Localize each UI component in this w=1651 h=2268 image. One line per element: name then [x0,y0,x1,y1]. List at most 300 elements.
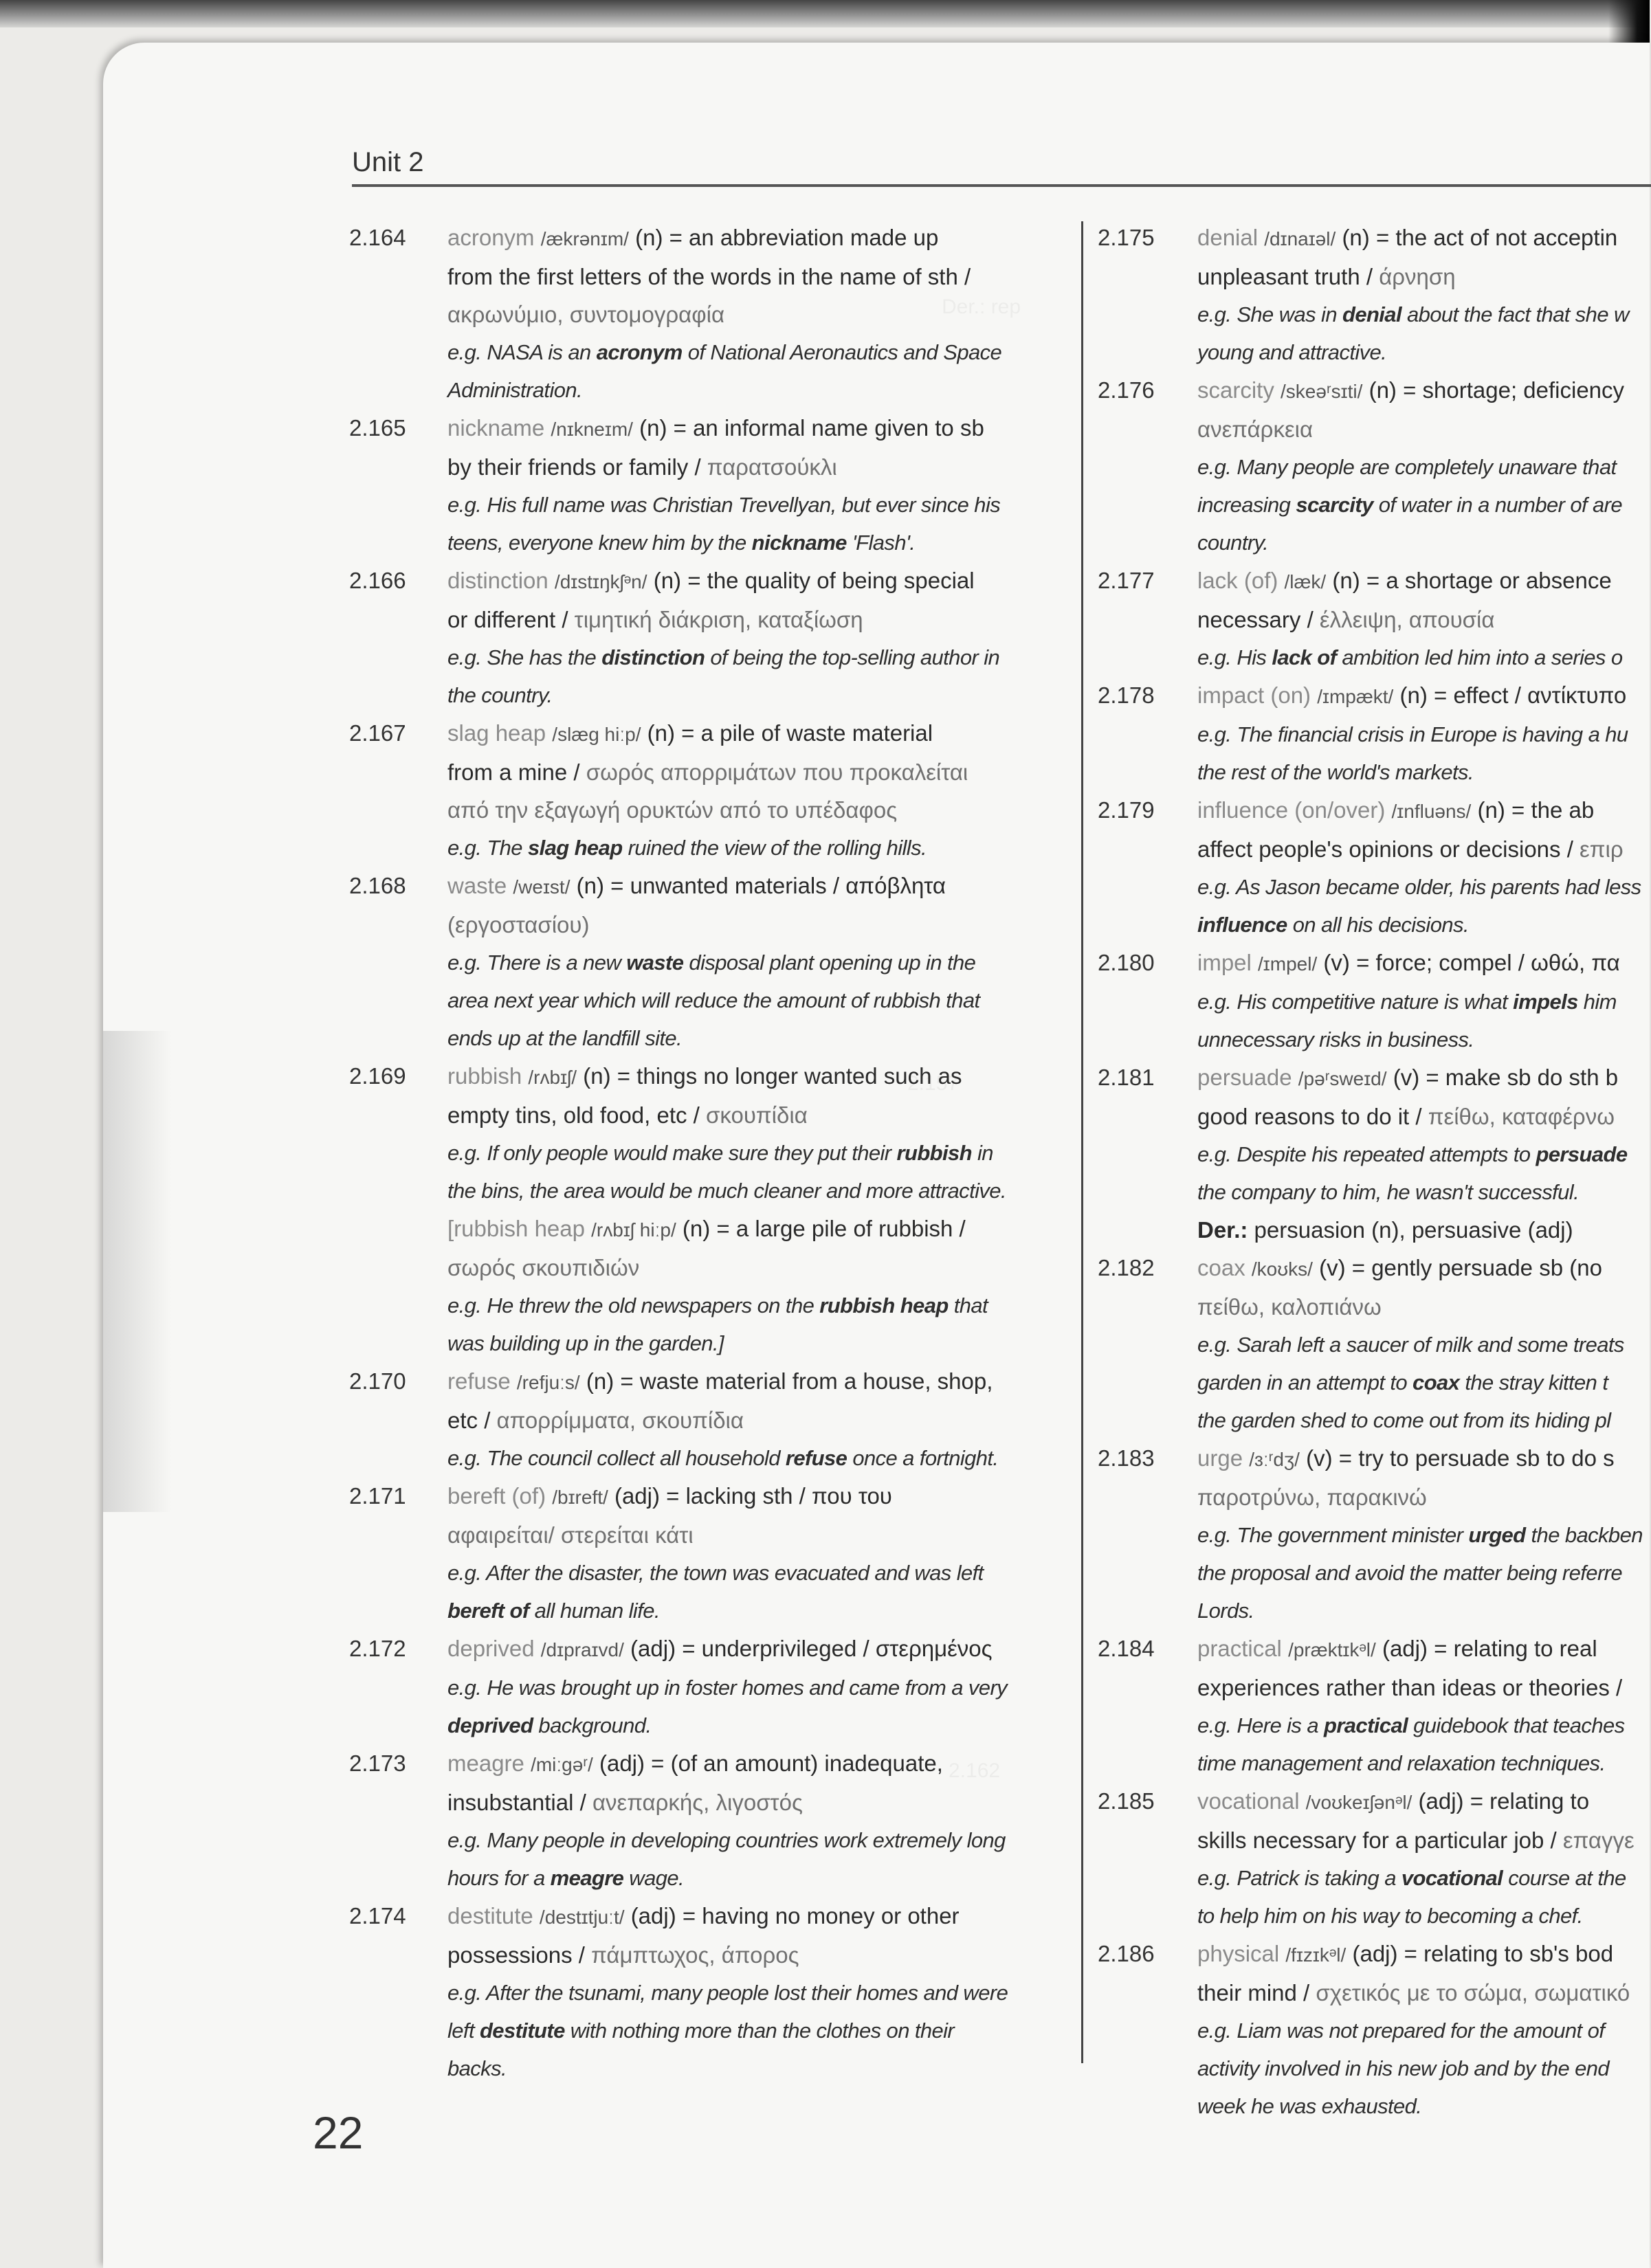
example-text: Administration. [447,378,583,402]
example-text: Lords. [1197,1599,1254,1623]
example-line [447,1859,1057,1897]
definition-line [447,1783,1057,1821]
example-line [1197,983,1650,1021]
example-keyword: bereft of [447,1599,529,1623]
example-text: increasing [1197,493,1296,517]
translation-line [447,1249,1057,1287]
headword: impact (on) [1197,682,1311,708]
page-number: 22 [313,2107,364,2158]
vocab-entry [1098,219,1650,371]
entry-number: 2.168 [349,873,406,898]
vocab-entry [1098,944,1650,1058]
entry-number: 2.182 [1098,1255,1155,1280]
example-keyword: destitute [479,2019,565,2043]
example-line [1197,1021,1650,1058]
example-text: all human life. [529,1599,660,1623]
example-text: left [447,2019,480,2043]
example-keyword: meagre [550,1866,624,1890]
example-text: ends up at the landfill site. [447,1026,683,1050]
example-text: ambition led him into a series o [1336,645,1623,669]
definition-text: (adj) = relating to sb's bod [1352,1941,1614,1966]
vocab-entry [349,1630,1057,1744]
translation-line [1197,1288,1650,1326]
example-line [447,1324,1057,1362]
definition-text: (adj) = relating to [1418,1788,1590,1814]
definition-line [447,601,1057,638]
definition-line [447,562,1057,601]
entry-number: 2.184 [1098,1636,1155,1661]
entry-number: 2.176 [1098,377,1155,403]
example-text: in [972,1141,993,1165]
definition-text: insubstantial / [447,1790,592,1815]
definition-line [1197,1974,1650,2012]
example-line [1197,1744,1650,1782]
example-keyword: vocational [1401,1866,1503,1890]
greek-translation: σωρός σκουπιδιών [447,1255,640,1280]
entry-number: 2.169 [349,1063,406,1089]
vocab-entry [349,714,1057,867]
example-text: the stray kitten t [1459,1370,1608,1394]
example-line [1197,333,1650,371]
example-text: country. [1197,531,1269,555]
vocab-entry [1098,1782,1650,1935]
definition-line [447,219,1057,258]
translation-line [447,906,1057,944]
definition-text: unpleasant truth / [1197,264,1379,289]
example-keyword: slag heap [527,836,623,860]
definition-line [447,1897,1057,1936]
scan-top-shadow [0,0,1650,27]
definition-line [447,258,1057,296]
greek-translation: πάμπτωχος, άπορος [591,1942,799,1968]
example-line [1197,1516,1650,1554]
example-keyword: refuse [785,1446,847,1470]
derivatives-text: persuasion (n), persuasive (adj) [1248,1217,1573,1243]
example-keyword: impels [1513,990,1578,1014]
example-text: e.g. Patrick is taking a [1197,1866,1401,1890]
example-text: e.g. Liam was not prepared for the amount of [1197,2019,1605,2043]
phonetic: /præktɪkᵊl/ [1288,1639,1376,1660]
example-text: area next year which will reduce the amount of rubbish that [447,988,980,1012]
phonetic: /fɪzɪkᵊl/ [1285,1944,1347,1966]
definition-text: etc / [447,1408,497,1433]
definition-text: (n) = shortage; deficiency [1369,377,1625,403]
example-line [1197,1554,1650,1592]
headword: distinction [447,568,549,593]
example-text: e.g. If only people would make sure they put their [447,1141,897,1165]
definition-text: affect people's opinions or decisions / [1197,836,1580,862]
example-line [447,486,1057,524]
example-text: wage. [623,1866,685,1890]
phonetic: /læk/ [1284,571,1327,592]
definition-text: (n) = the ab [1477,797,1595,823]
example-text: the company to him, he wasn't successful. [1197,1180,1580,1204]
vocab-entry [349,1057,1057,1362]
definition-text: (n) = waste material from a house, shop, [586,1368,993,1394]
example-line [1197,1364,1650,1401]
vocab-entry [349,1897,1057,2087]
example-text: hours for a [447,1866,551,1890]
example-text: e.g. The financial crisis in Europe is having a hu [1197,722,1628,746]
phonetic: /dɪstɪŋkʃᵊn/ [554,571,647,592]
example-text: the garden shed to come out from its hiding pl [1197,1408,1611,1432]
example-keyword: lack of [1272,645,1337,669]
example-text: e.g. After the tsunami, many people lost their homes and were [447,1981,1008,2005]
example-line [1197,1859,1650,1897]
greek-translation: ανεπαρκής, λιγοστός [592,1790,803,1815]
example-line [1197,868,1650,906]
definition-text: (adj) = lacking sth / που του [614,1483,892,1509]
entry-number: 2.171 [349,1483,406,1509]
example-text: e.g. His [1197,645,1272,669]
example-text: e.g. His full name was Christian Trevellyan, but ever since his [447,493,1001,517]
example-line [447,1706,1057,1744]
greek-translation: σκουπίδια [706,1102,808,1128]
greek-translation: από την εξαγωγή ορυκτών από το υπέδαφος [447,797,898,823]
page-edge-shade [103,1031,172,1512]
greek-translation: (εργοστασίου) [447,912,590,937]
example-keyword: rubbish [896,1141,972,1165]
definition-line [1197,1098,1650,1135]
definition-text: from the first letters of the words in the name of sth / [447,264,971,289]
example-text: the backben [1525,1523,1643,1547]
example-text: young and attractive. [1197,340,1387,364]
entry-number: 2.165 [349,415,406,441]
entry-number: 2.172 [349,1636,406,1661]
phonetic: /destɪtjuːt/ [539,1906,625,1928]
example-keyword: nickname [751,531,847,555]
vocab-entry [349,1362,1057,1477]
example-line [1197,2087,1650,2125]
vocab-entry [1098,676,1650,791]
greek-translation: πείθω, καλοπιάνω [1197,1294,1382,1320]
entry-number: 2.185 [1098,1788,1155,1814]
greek-translation: ανεπάρκεια [1197,416,1314,442]
example-keyword: practical [1323,1713,1408,1737]
example-keyword: rubbish heap [819,1293,949,1318]
entry-number: 2.179 [1098,797,1155,823]
example-text: of National Aeronautics and Space [682,340,1002,364]
definition-line [447,1057,1057,1096]
vocab-entry [1098,791,1650,944]
definition-line [1197,601,1650,638]
vocab-entry [1098,1249,1650,1439]
example-text: to help him on his way to becoming a chef. [1197,1904,1583,1928]
example-line [447,1554,1057,1592]
greek-translation: παροτρύνω, παρακινώ [1197,1485,1427,1510]
phonetic: /ɪmpækt/ [1317,686,1394,707]
greek-translation: σωρός απορριμάτων που προκαλείται [586,759,968,785]
example-line [447,638,1057,676]
example-text: the proposal and avoid the matter being referre [1197,1561,1623,1585]
definition-line [447,1401,1057,1439]
headword: impel [1197,950,1252,975]
example-text: e.g. The [447,836,528,860]
definition-text: (v) = make sb do sth b [1393,1065,1619,1090]
greek-translation: τιμητική διάκριση, καταξίωση [574,607,863,632]
greek-translation: άρνηση [1379,264,1456,289]
headword: acronym [447,225,535,250]
headword: rubbish [447,1063,522,1089]
definition-line [447,1096,1057,1134]
headword: influence (on/over) [1197,797,1386,823]
definition-text: (v) = gently persuade sb (no [1319,1255,1602,1280]
example-text: week he was exhausted. [1197,2094,1422,2118]
derivatives-label: Der.: [1197,1217,1248,1243]
phonetic: /ɪnfluəns/ [1391,801,1472,822]
phonetic: /miːgəʳ/ [531,1754,593,1775]
definition-line [1197,1439,1650,1478]
definition-line [1197,1058,1650,1098]
example-text: of being the top-selling author in [705,645,1000,669]
example-text: ruined the view of the rolling hills. [622,836,927,860]
definition-line [1197,562,1650,601]
definition-line [447,1477,1057,1516]
greek-translation: επιρ [1580,836,1624,862]
vocab-entry [1098,1058,1650,1249]
example-keyword: distinction [601,645,705,669]
headword: [rubbish heap [447,1216,585,1241]
entry-number: 2.167 [349,720,406,746]
definition-text: (n) = a large pile of rubbish / [682,1216,966,1241]
definition-text: (n) = things no longer wanted such as [583,1063,962,1089]
example-keyword: acronym [596,340,683,364]
vocab-entry [1098,371,1650,562]
example-text: unnecessary risks in business. [1197,1027,1474,1052]
vocab-entry [349,867,1057,1057]
example-text: e.g. NASA is an [447,340,597,364]
definition-text: (n) = effect / αντίκτυπο [1399,682,1627,708]
definition-text: empty tins, old food, etc / [447,1102,707,1128]
vocab-entry [1098,1630,1650,1782]
phonetic: /ækrənɪm/ [540,228,629,249]
example-line [1197,906,1650,944]
headword: meagre [447,1750,524,1776]
example-line [447,1974,1057,2012]
definition-text: (n) = an abbreviation made up [635,225,939,250]
example-line [447,371,1057,409]
example-line [447,1439,1057,1477]
example-line [1197,753,1650,791]
definition-text: or different / [447,607,575,632]
definition-line [447,753,1057,791]
definition-line [1197,791,1650,830]
headword: practical [1197,1636,1282,1661]
example-text: teens, everyone knew him by the [447,531,752,555]
entry-number: 2.173 [349,1750,406,1776]
example-text: garden in an attempt to [1197,1370,1413,1394]
greek-translation: πείθω, καταφέρνω [1428,1104,1615,1129]
definition-line [1197,1821,1650,1859]
entry-number: 2.164 [349,225,406,250]
phonetic: /voʊkeɪʃənᵊl/ [1305,1792,1412,1813]
example-line [447,981,1057,1019]
example-line [447,2049,1057,2087]
example-text: e.g. The council collect all household [447,1446,786,1470]
example-line [1197,1173,1650,1211]
right-column [1098,219,1650,2118]
definition-text: (adj) = (of an amount) inadequate, [599,1750,943,1776]
entry-number: 2.170 [349,1368,406,1394]
definition-line [1197,1669,1650,1706]
example-text: that [948,1293,988,1318]
definition-line [447,1630,1057,1669]
vocab-entry [349,219,1057,409]
entry-number: 2.178 [1098,682,1155,708]
example-line [447,1592,1057,1630]
example-line [447,829,1057,867]
definition-line [447,1210,1057,1249]
example-text: the country. [447,683,553,707]
entry-number: 2.181 [1098,1065,1155,1090]
phonetic: /bɪreft/ [552,1487,608,1508]
example-text: background. [533,1713,652,1737]
definition-line [1197,258,1650,296]
headword: coax [1197,1255,1245,1280]
example-line [1197,448,1650,486]
example-text: once a fortnight. [847,1446,999,1470]
example-line [447,333,1057,371]
definition-line [447,409,1057,448]
example-line [1197,296,1650,333]
phonetic: /dɪpraɪvd/ [540,1639,624,1660]
example-text: e.g. He threw the old newspapers on the [447,1293,820,1318]
example-keyword: urged [1468,1523,1526,1547]
translation-line [447,791,1057,829]
example-text: him [1577,990,1617,1014]
example-text: 'Flash'. [846,531,916,555]
definition-text: (n) = a shortage or absence [1332,568,1612,593]
definition-line [1197,1935,1650,1974]
definition-text: (n) = a pile of waste material [647,720,933,746]
entry-number: 2.177 [1098,568,1155,593]
column-divider [1081,221,1083,2063]
example-text: was building up in the garden.] [447,1331,724,1355]
example-text: e.g. Despite his repeated attempts to [1197,1142,1536,1166]
definition-line [447,714,1057,753]
headword: destitute [447,1903,533,1928]
example-text: the rest of the world's markets. [1197,760,1474,784]
definition-text: their mind / [1197,1980,1316,2005]
phonetic: /refjuːs/ [516,1372,580,1393]
example-line [447,1669,1057,1706]
example-text: e.g. After the disaster, the town was evacuated and was left [447,1561,984,1585]
example-text: e.g. The government minister [1197,1523,1469,1547]
definition-text: (n) = the quality of being special [653,568,975,593]
definition-line [447,867,1057,906]
definition-text: experiences rather than ideas or theories / [1197,1675,1623,1700]
phonetic: /weɪst/ [513,876,570,898]
headword: persuade [1197,1065,1292,1090]
example-line [1197,1706,1650,1744]
definition-text: good reasons to do it / [1197,1104,1428,1129]
definition-text: (adj) = underprivileged / στερημένος [630,1636,993,1661]
example-keyword: scarcity [1296,493,1373,517]
example-text: about the fact that she w [1401,302,1629,326]
headword: urge [1197,1445,1243,1471]
headword: nickname [447,415,545,441]
example-line [447,944,1057,981]
definition-line [447,448,1057,486]
definition-line [1197,1630,1650,1669]
definition-text: (n) = an informal name given to sb [639,415,984,441]
example-line [447,524,1057,562]
definition-line [447,1936,1057,1974]
definition-line [1197,371,1650,410]
headword: deprived [447,1636,535,1661]
greek-translation: ακρωνύμιο, συντομογραφία [447,302,725,327]
example-line [447,1287,1057,1324]
derivatives-line [1197,1211,1650,1249]
definition-text: by their friends or family / [447,454,707,480]
greek-translation: επαγγε [1562,1827,1635,1853]
example-text: e.g. Here is a [1197,1713,1324,1737]
example-text: e.g. His competitive nature is what [1197,990,1514,1014]
heading-rule [352,184,1651,187]
example-line [1197,1592,1650,1630]
example-line [1197,715,1650,753]
vocab-entry [349,1744,1057,1897]
vocab-entry [349,562,1057,714]
phonetic: /ɪmpel/ [1258,953,1318,975]
example-line [1197,1897,1650,1935]
definition-text: skills necessary for a particular job / [1197,1827,1563,1853]
example-text: e.g. He was brought up in foster homes and came from a very [447,1676,1008,1700]
translation-line [1197,1478,1650,1516]
example-text: e.g. She was in [1197,302,1342,326]
example-line [1197,1135,1650,1173]
definition-line [447,1362,1057,1401]
headword: refuse [447,1368,511,1394]
example-text: on all his decisions. [1287,913,1469,937]
definition-text: necessary / [1197,607,1320,632]
example-line [1197,2049,1650,2087]
example-line [447,1172,1057,1210]
headword: scarcity [1197,377,1274,403]
definition-text: (adj) = having no money or other [630,1903,960,1928]
entry-number: 2.183 [1098,1445,1155,1471]
definition-text: (n) = unwanted materials / απόβλητα [576,873,946,898]
greek-translation: παρατσούκλι [707,454,837,480]
example-keyword: persuade [1536,1142,1628,1166]
definition-text: (n) = the act of not acceptin [1342,225,1618,250]
example-line [1197,1326,1650,1364]
greek-translation: αφαιρείται/ στερείται κάτι [447,1522,694,1548]
example-text: of water in a number of are [1373,493,1623,517]
phonetic: /slæg hiːp/ [552,724,641,745]
definition-line [1197,944,1650,983]
example-text: time management and relaxation techniques. [1197,1751,1606,1775]
translation-line [447,296,1057,333]
example-line [447,676,1057,714]
headword: lack (of) [1197,568,1278,593]
definition-text: from a mine / [447,759,586,785]
example-line [1197,1401,1650,1439]
left-column [349,219,1057,2088]
example-text: e.g. Sarah left a saucer of milk and some treats [1197,1333,1624,1357]
example-text: guidebook that teaches [1408,1713,1625,1737]
example-text: e.g. Many people in developing countries work extremely long [447,1828,1006,1852]
unit-heading: Unit 2 [352,147,424,177]
phonetic: /nɪkneɪm/ [551,419,633,440]
entry-number: 2.180 [1098,950,1155,975]
example-line [1197,486,1650,524]
example-text: course at the [1503,1866,1626,1890]
phonetic: /dɪnaɪəl/ [1264,228,1336,249]
headword: bereft (of) [447,1483,546,1509]
example-keyword: coax [1412,1370,1460,1394]
greek-translation: έλλειψη, απουσία [1319,607,1495,632]
